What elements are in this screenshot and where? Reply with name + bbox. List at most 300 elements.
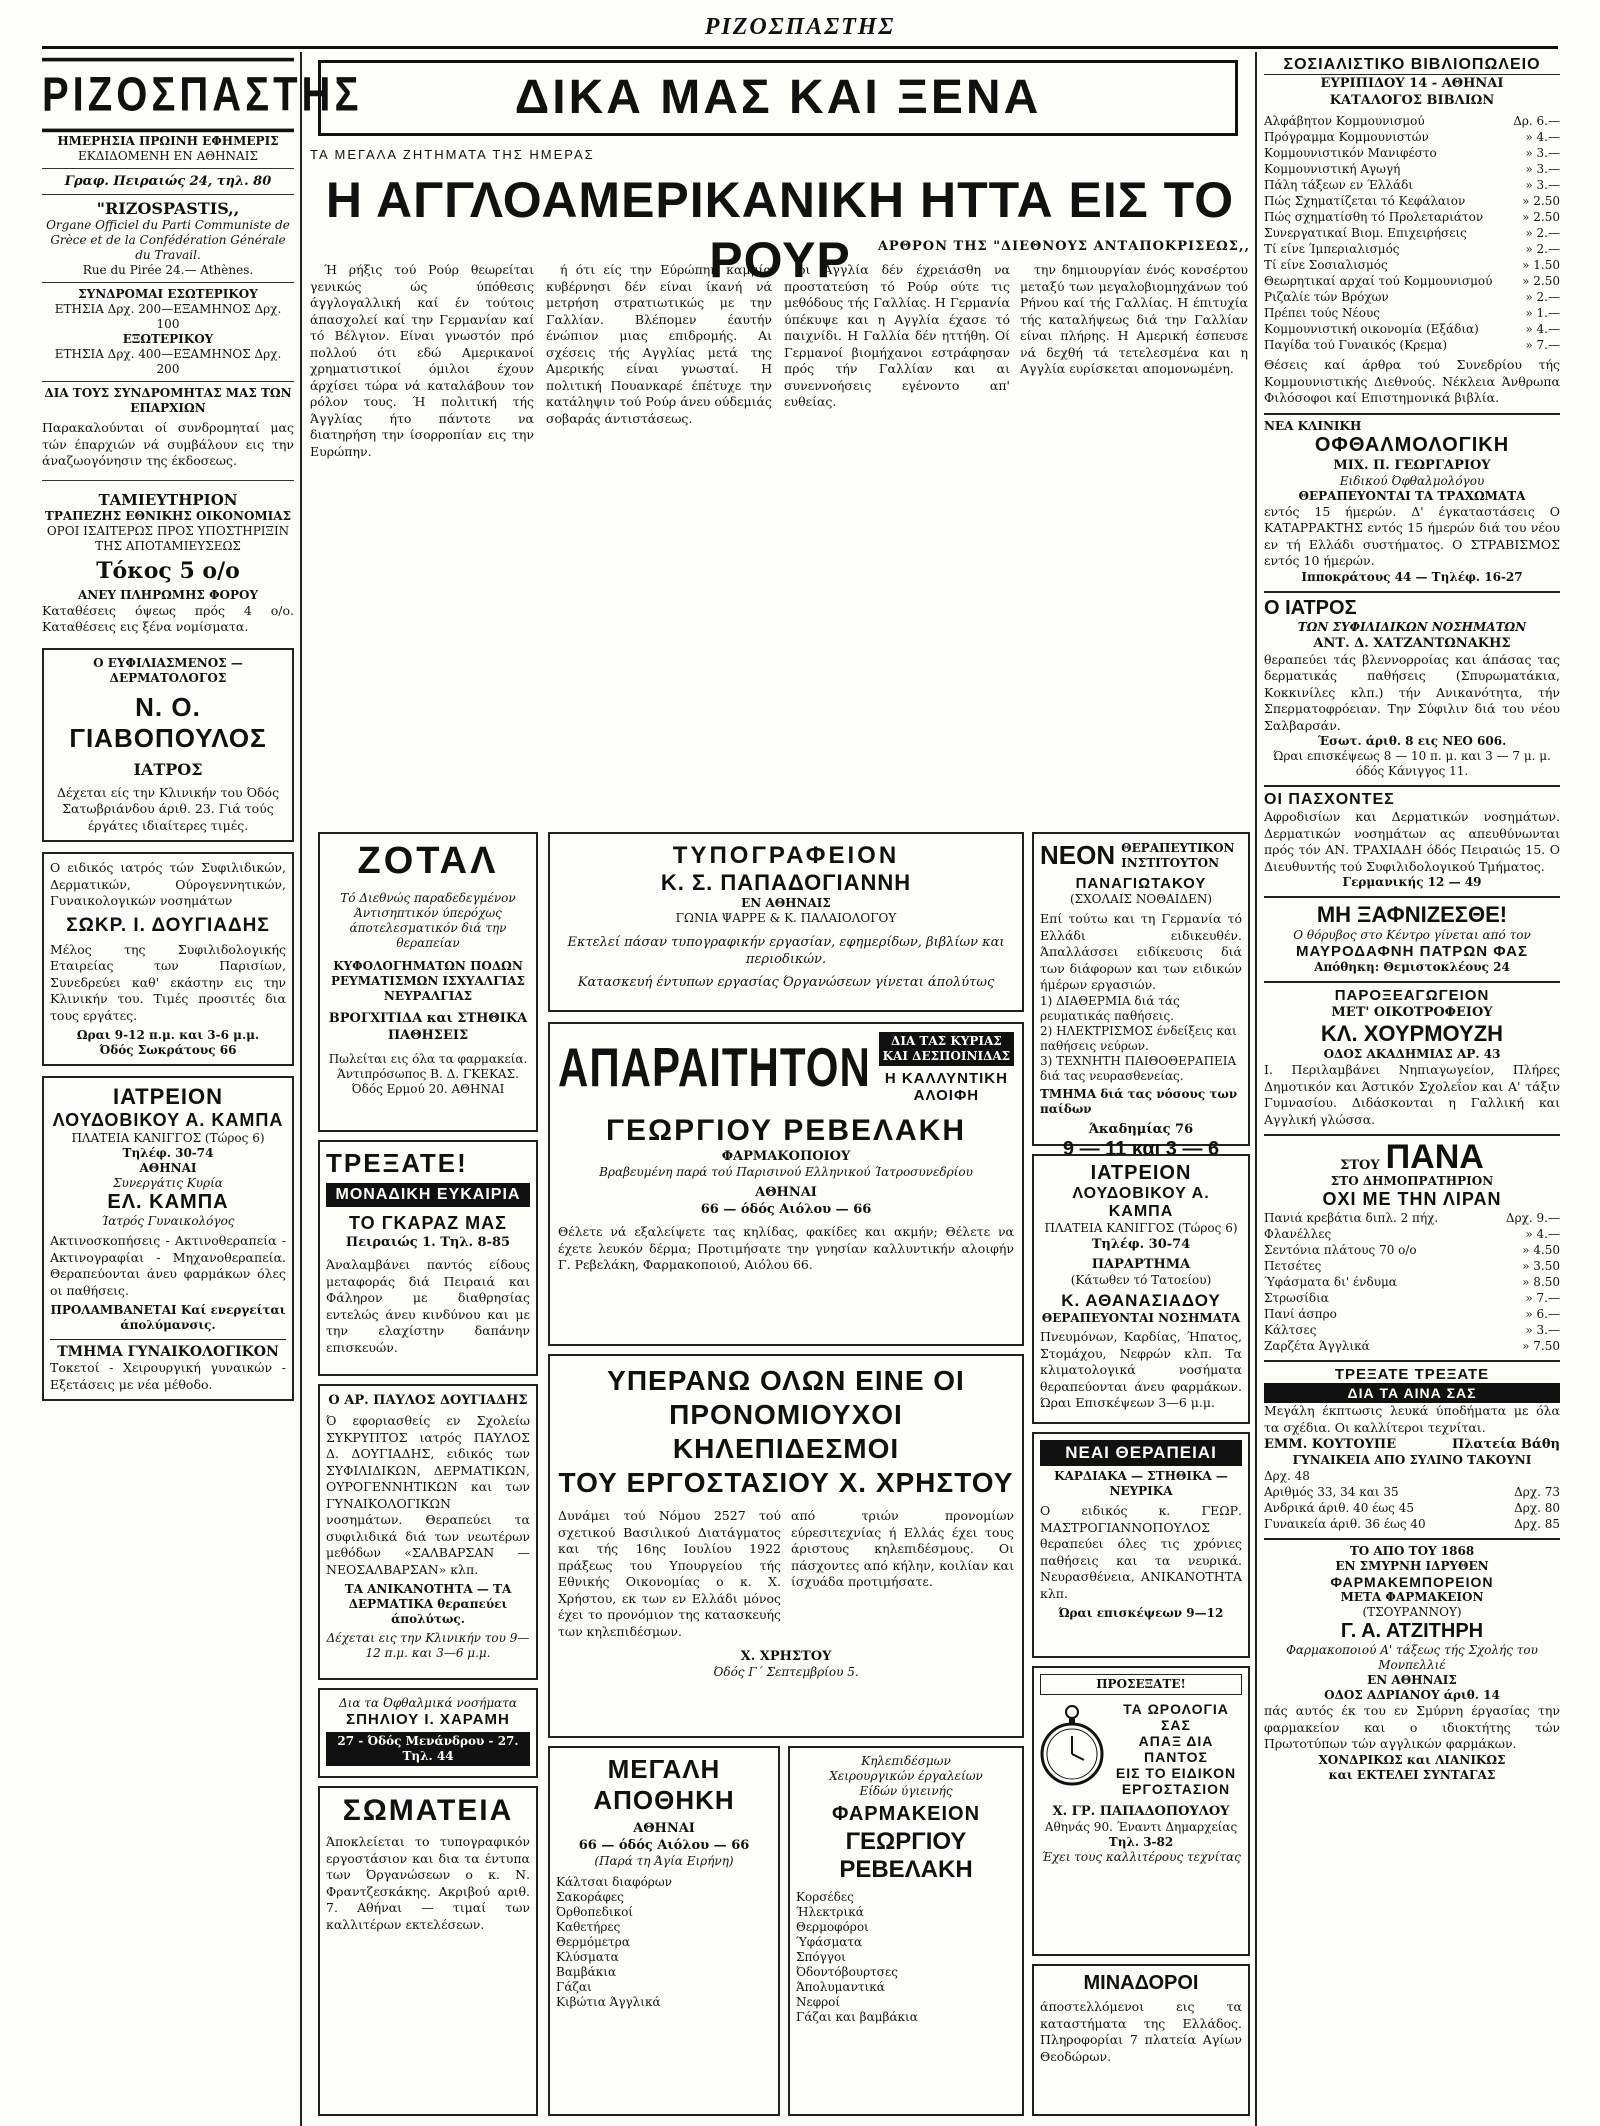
article-column-3 bbox=[784, 262, 1010, 822]
printing-ad bbox=[548, 832, 1024, 1012]
book-row-price: » 3.— bbox=[1525, 146, 1560, 160]
pana-row-label: Πανί άσπρο bbox=[1264, 1307, 1337, 1321]
ophthalmology-ad bbox=[318, 1688, 538, 1778]
christou-headline-3: ΤΟΥ ΕΡΓΟΣΤΑΣΙΟΥ Χ. ΧΡΗΣΤΟΥ bbox=[558, 1467, 1014, 1498]
watch-line: ΤΑ ΩΡΟΛΟΓΙΑ ΣΑΣ bbox=[1123, 1701, 1229, 1733]
unions-ad bbox=[318, 1786, 538, 2116]
book-row-label: Ριζαλίε τών Βρόχων bbox=[1264, 290, 1389, 304]
revelakis-ad bbox=[548, 1022, 1024, 1346]
byline: ΑΡΘΡΟΝ ΤΗΣ "ΔΙΕΘΝΟΥΣ ΑΝΤΑΠΟΚΡΙΣΕΩΣ,, bbox=[877, 239, 1250, 254]
book-row bbox=[1264, 177, 1560, 193]
institute-name: ΠΑΝΑΓΙΩΤΑΚΟΥ bbox=[1075, 875, 1207, 892]
watch-line: ΕΙΣ ΤΟ ΕΙΔΙΚΟΝ bbox=[1115, 1765, 1237, 1781]
organe-note: Organe Officiel du Parti Communiste de Grèce et de la Confédération Générale du Travail. bbox=[46, 218, 290, 262]
iatros-title: Ο ΙΑΤΡΟΣ bbox=[1264, 596, 1357, 619]
pana-row-price: Δρχ. 9.— bbox=[1505, 1211, 1560, 1225]
eye-clinic-ad bbox=[1264, 413, 1560, 585]
institute-item: 3) ΤΕΧΝΗΤΗ ΠΑΙΘΟΘΕΡΑΠΕΙΑ διά τας νευρασθενείας. bbox=[1040, 1053, 1237, 1083]
book-row-price: » 1.50 bbox=[1522, 258, 1560, 272]
pharmacy-item: Ύφάσματα bbox=[796, 1935, 863, 1949]
institute-note: (ΣΧΟΛΑΙΣ ΝΟΘΑΙΔΕΝ) bbox=[1069, 892, 1213, 906]
book-row-price: » 3.— bbox=[1525, 178, 1560, 192]
printing-tail: Κατασκευή έντυπων εργασίας Όργανώσεων γίνεται άπολύτως bbox=[577, 975, 995, 990]
pharma-tail: και ΕΚΤΕΛΕΙ ΣΥΝΤΑΓΑΣ bbox=[1328, 1767, 1496, 1782]
shoes-row-price: Δρχ. 73 bbox=[1514, 1485, 1560, 1499]
clinic-address: ΠΛΑΤΕΙΑ ΚΑΝΙΓΓΟΣ (Τώρος 6) bbox=[71, 1131, 265, 1145]
doctor-title: ΙΑΤΡΟΣ bbox=[133, 759, 203, 779]
paylos-ad bbox=[318, 1384, 538, 1680]
pana-row-label: Πανιά κρεβάτια διπλ. 2 πήχ. bbox=[1264, 1211, 1439, 1225]
pana-row bbox=[1264, 1274, 1560, 1290]
revelakis-city: ΑΘΗΝΑΙ bbox=[755, 1185, 817, 1200]
eye-clinic-address: Ιπποκράτους 44 — Τηλέφ. 16-27 bbox=[1301, 569, 1523, 584]
book-row-label: Πρέπει τούς Νέους bbox=[1264, 306, 1381, 320]
watch-line: ΑΠΑΞ ΔΙΑ ΠΑΝΤΟΣ bbox=[1138, 1733, 1214, 1765]
watch-phone: Τηλ. 3-82 bbox=[1108, 1835, 1174, 1849]
pana-row bbox=[1264, 1290, 1560, 1306]
zotal-text: Τό Διεθνώς παραδεδεγμένον Άντισηπτικόν ύπερόχως άποτελεσματικόν διά την θεραπείαν bbox=[340, 891, 516, 950]
minadoroi-ad bbox=[1032, 1964, 1250, 2116]
pharma-name: Γ. Α. ΑΤΖΙΤΗΡΗ bbox=[1340, 1620, 1484, 1642]
book-row-label: Παγίδα τού Γυναικός (Κρεμα) bbox=[1264, 338, 1448, 352]
shoes-row-price: Δρχ. 85 bbox=[1514, 1517, 1560, 1531]
iatros-hours: Ώραι επισκέψεως 8 — 10 π. μ. και 3 — 7 μ. μ. όδός Κάνιγγος 11. bbox=[1273, 749, 1551, 778]
book-row bbox=[1264, 257, 1560, 273]
book-row-price: » 2.50 bbox=[1522, 210, 1560, 224]
book-row-label: Κομμουνιστική Αγωγή bbox=[1264, 162, 1401, 176]
pharmacy-ad bbox=[788, 1746, 1024, 2116]
unions-text: Άποκλείεται το τυπογραφικόν εργοστάσιον και δια τα έντυπα των Όργανώσεων ο κ. Ν. Φραντζεσκάκης. Ακριβού αριθ. 7. Αθήναι — τιμαί των καλλιτέρων εκτελέσεων. bbox=[326, 1834, 530, 1932]
ophthalmology-address: 27 - Όδός Μενάνδρου - 27. Τηλ. 44 bbox=[326, 1732, 530, 1766]
shoes-row-price: Δρχ. 80 bbox=[1514, 1501, 1560, 1515]
book-row bbox=[1264, 273, 1560, 289]
pharmacy-item: Νεφροί bbox=[796, 1995, 841, 2009]
warehouse-item: Κλύσματα bbox=[556, 1950, 619, 1964]
column-rule bbox=[1255, 52, 1257, 2126]
school-subtitle: ΜΕΤ' ΟΙΚΟΤΡΟΦΕΙΟΥ bbox=[1331, 1005, 1493, 1020]
institute-subtitle: ΘΕΡΑΠΕΥΤΙΚΟΝ ΙΝΣΤΙΤΟΥΤΟΝ bbox=[1121, 841, 1235, 870]
shoes-price-list bbox=[1264, 1468, 1560, 1532]
bookshop-catalog-title: ΚΑΤΑΛΟΓΟΣ ΒΙΒΛΙΩΝ bbox=[1329, 93, 1495, 108]
article-paragraph: Ή ρήξις τού Ρούρ θεωρείται γενικώς ώς ύπόθεσις άγγλογαλλική καί έν τούτοις άπασχολεί καί την Γερμανίαν καί τό Βέλγιον. Είναι γνωστόν πρό πολλού ότι εδώ Αμερικανοί χρηματιστικοί όμιλοι έχουν άρχίσει τώρα νά καταλάβουν τον ρόλον τους. Ή πολιτική τής Άγγλίας ήτο πάντοτε να διατηρήση την ίσορροπίαν εις την Ευρώπην. bbox=[310, 262, 534, 459]
wine-ad-address: Απόθηκη: Θεμιστοκλέους 24 bbox=[1314, 960, 1510, 974]
book-row bbox=[1264, 193, 1560, 209]
watch-repair-ad bbox=[1032, 1666, 1250, 1956]
book-row-label: Τί είνε Σοσιαλισμός bbox=[1264, 258, 1388, 272]
ad-hours: Ωραι 9-12 π.μ. και 3-6 μ.μ. bbox=[76, 1028, 260, 1042]
subscribers-notice-text: Παρακαλούνται οί συνδρομηταί μας τών έπαρχιών νά συμβάλουν εις την άναζωογόνησιν της έκδοσεως. bbox=[42, 420, 294, 468]
pana-price-list bbox=[1264, 1210, 1560, 1354]
watch-address: Αθηνάς 90. Έναντι Δημαρχείας bbox=[1044, 1820, 1238, 1834]
minadoroi-title: ΜΙΝΑΔΟΡΟΙ bbox=[1083, 1972, 1199, 1994]
book-row bbox=[1264, 337, 1560, 353]
pharma-text: πάς αυτός έκ του εν Σμύρνη έργασίας την φαρμακείον και ο ιδιοκτήτης τών Πρωτοτύπων τών αγγλικών φαρμάκων. bbox=[1264, 1703, 1560, 1751]
pharmacy-intro: Χειρουργικών έργαλείων bbox=[829, 1769, 983, 1783]
school-title: ΠΑΡΟΞΕΑΓΩΓΕΙΟΝ bbox=[1334, 987, 1490, 1004]
clinic-phone: Τηλέφ. 30-74 bbox=[1091, 1237, 1191, 1252]
school-address: ΟΔΟΣ ΑΚΑΔΗΜΙΑΣ ΑΡ. 43 bbox=[1323, 1047, 1501, 1061]
bank-terms: ΟΡΟΙ ΙΣΑΙΤΕΡΩΣ ΠΡΟΣ ΥΠΟΣΤΗΡΙΞΙΝ ΤΗΣ ΑΠΟΤΑΜΙΕΥΣΕΩΣ bbox=[46, 523, 290, 553]
book-row bbox=[1264, 225, 1560, 241]
printing-city: ΕΝ ΑΘΗΝΑΙΣ bbox=[741, 896, 831, 910]
pana-subtitle: ΣΤΟ ΔΗΜΟΠΡΑΤΗΡΙΟΝ bbox=[1330, 1174, 1494, 1188]
masthead-address: Γραφ. Πειραιώς 24, τηλ. 80 bbox=[64, 174, 272, 189]
book-row-price: » 2.50 bbox=[1522, 274, 1560, 288]
garage-name: ΤΟ ΓΚΑΡΑΖ ΜΑΣ bbox=[349, 1213, 507, 1233]
pharma-brands: ΧΟΝΔΡΙΚΩΣ και ΛΙΑΝΙΚΩΣ bbox=[1318, 1752, 1506, 1767]
pharmacy-item: Σπόγγοι bbox=[796, 1950, 846, 1964]
iatros-text: θεραπεύει τάς βλεννορροίας και άπάσας τας δερματικάς παθήσεις (Σπυρωματάκια, Κοκκινίλες κλπ.) τήν Ανικανότητα, τήν Σπερματοφρόειαν. Την Σύφιλιν διά του νέου Σαλβαρσάν. bbox=[1264, 651, 1560, 733]
zotal-title: ΖΟΤΑΛ bbox=[357, 840, 499, 882]
warehouse-ad bbox=[548, 1746, 780, 2116]
wine-ad-text: Ο θόρυβος στο Κέντρο γίνεται από τον bbox=[1293, 928, 1531, 942]
watch-tail: Έχει τους καλλιτέρους τεχνίτας bbox=[1041, 1850, 1241, 1864]
clinic-branch-note: (Κάτωθεν τό Τατοείου) bbox=[1070, 1273, 1212, 1287]
pana-row bbox=[1264, 1226, 1560, 1242]
subscriptions-title: ΣΥΝΔΡΟΜΑΙ ΕΣΩΤΕΡΙΚΟΥ bbox=[78, 287, 258, 301]
book-row-label: Τί είνε Ίμπεριαλισμός bbox=[1264, 242, 1400, 256]
pana-row bbox=[1264, 1242, 1560, 1258]
book-row-price: » 7.— bbox=[1525, 338, 1560, 352]
shoes-shop-location: Πλατεία Βάθη bbox=[1452, 1437, 1560, 1452]
warehouse-note: (Παρά τη Άγία Ειρήνη) bbox=[594, 1854, 734, 1868]
section-banner-title: ΔΙΚΑ ΜΑΣ ΚΑΙ ΞΕΝΑ bbox=[514, 71, 1042, 124]
bank-rate: Τόκος 5 ο/ο bbox=[96, 557, 240, 584]
article-column-4 bbox=[1020, 262, 1248, 822]
pana-row-price: » 7.50 bbox=[1522, 1339, 1560, 1353]
new-treatments-title: ΝΕΑΙ ΘΕΡΑΠΕΙΑΙ bbox=[1040, 1440, 1242, 1466]
clinic-text: Πνευμόνων, Καρδίας, Ήπατος, Στομάχου, Νεφρών κλπ. Τα κλιματολογικά νοσήματα θεραπεύονται άνευ φαρμάκων. Ώραι Επισκέψεων 3—6 μ.μ. bbox=[1040, 1329, 1242, 1410]
book-row-label: Πώς σχηματίσθη τό Προλεταριάτον bbox=[1264, 210, 1484, 224]
book-row-price: Δρ. 6.— bbox=[1513, 114, 1560, 128]
pana-row-price: » 4.50 bbox=[1522, 1243, 1560, 1257]
shoes-shop: ΕΜΜ. ΚΟΥΤΟΥΠΕ bbox=[1264, 1437, 1397, 1452]
pana-row-label: Ύφάσματα δι' ένδυμα bbox=[1264, 1275, 1397, 1289]
shoes-note: ΓΥΝΑΙΚΕΙΑ ΑΠΟ ΣΥΛΙΝΟ ΤΑΚΟΥΝΙ bbox=[1292, 1453, 1532, 1467]
shoes-ad bbox=[1264, 1360, 1560, 1532]
watch-kicker: ΠΡΟΣΕΞΑΤΕ! bbox=[1040, 1674, 1242, 1695]
bank-note: ΑΝΕΥ ΠΛΗΡΩΜΗΣ ΦΟΡΟΥ bbox=[77, 587, 259, 602]
clinic-partner-role: Ίατρός Γυναικολόγος bbox=[101, 1214, 235, 1228]
revelakis-side-1: ΔΙΑ ΤΑΣ ΚΥΡΙΑΣ ΚΑΙ ΔΕΣΠΟΙΝΙΔΑΣ bbox=[879, 1032, 1014, 1066]
pharma-since: ΤΟ ΑΠΟ ΤΟΥ 1868 bbox=[1349, 1544, 1475, 1558]
eye-clinic-text: εντός 15 ήμερών. Δ' έγκαταστάσεις Ο ΚΑΤΑΡΡΑΚΤΗΣ εντός 15 ήμερών διά του νέου εν τή Ελλάδι συστήματος. Ο ΣΤΡΑΒΙΣΜΟΣ εντός 10 ήμερών. bbox=[1264, 503, 1560, 568]
revelakis-name: ΓΕΩΡΓΙΟΥ ΡΕΒΕΛΑΚΗ bbox=[605, 1114, 966, 1147]
bookshop-title: ΣΟΣΙΑΛΙΣΤΙΚΟ ΒΙΒΛΙΟΠΩΛΕΙΟ bbox=[1264, 56, 1560, 75]
clinic-section: ΤΜΗΜΑ ΓΥΝΑΙΚΟΛΟΓΙΚΟΝ bbox=[50, 1339, 286, 1360]
article-column-2 bbox=[546, 262, 772, 822]
warehouse-item: Θερμόμετρα bbox=[556, 1935, 630, 1949]
school-name: ΚΛ. ΧΟΥΡΜΟΥΖΗ bbox=[1320, 1021, 1504, 1046]
shoes-row-label: Αριθμός 33, 34 και 35 bbox=[1264, 1485, 1399, 1499]
new-treatments-subtitle: ΚΑΡΔΙΑΚΑ — ΣΤΗΘΙΚΑ — ΝΕΥΡΙΚΑ bbox=[1054, 1469, 1228, 1498]
patients-title: ΟΙ ΠΑΣΧΟΝΤΕΣ bbox=[1264, 791, 1395, 808]
paylos-title: Ο ΑΡ. ΠΑΥΛΟΣ ΔΟΥΓΙΑΔΗΣ bbox=[328, 1393, 528, 1408]
pana-row-price: » 3.50 bbox=[1522, 1259, 1560, 1273]
eye-clinic-role: Ειδικού Όφθαλμολόγου bbox=[1339, 473, 1485, 488]
book-row-price: » 2.— bbox=[1525, 290, 1560, 304]
clinic-branch: ΠΑΡΑΡΤΗΜΑ bbox=[1091, 1257, 1191, 1272]
paylos-text: Ό εφοριασθείς εν Σχολείω ΣΥΚΡΥΠΤΟΣ ιατρός ΠΑΥΛΟΣ Δ. ΔΟΥΓΙΑΔΗΣ, ειδικός των ΣΥΦΙΛΙΔΙΚΩΝ, ΔΕΡΜΑΤΙΚΩΝ, ΟΥΡΟΓΕΝΝΗΤΙΚΩΝ και των ΓΥΝΑΙΚΟΛΟΓΙΚΩΝ νοσημάτων. Θεραπεύει τα συφιλιδικά διά των νεωτέρων μεθόδων «ΣΑΛΒΑΡΣΑΝ — ΝΕΟΣΑΛΒΑΡΣΑΝ» κλπ. bbox=[326, 1413, 530, 1577]
warehouse-city: ΑΘΗΝΑΙ bbox=[633, 1821, 695, 1836]
ophthalmology-doctor: ΣΠΗΛΙΟΥ Ι. ΧΑΡΑΜΗ bbox=[346, 1711, 510, 1728]
zotal-footer: Πωλείται εις όλα τα φαρμακεία. Άντιπρόσωπος Β. Δ. ΓΚΕΚΑΣ. Όδός Ερμού 20. ΑΘΗΝΑΙ bbox=[328, 1052, 528, 1096]
book-row bbox=[1264, 289, 1560, 305]
institute-text: Επί τούτω και τη Γερμανία τό Ελλάδι ειδικευθέν. Άπαλλάσσει ειδίκευσις διά των διάφορων και των ειδικών ήμέρων εργασιών. bbox=[1040, 911, 1242, 992]
pana-row bbox=[1264, 1306, 1560, 1322]
minadoroi-text: άποστελλόμενοι εις τα καταστήματα της Ελλάδος. Πληροφορίαι 7 πλατεία Αγίων Θεοδώρων. bbox=[1040, 1999, 1242, 2064]
book-row bbox=[1264, 145, 1560, 161]
doctor-name: Ν. Ο. ΓΙΑΒΟΠΟΥΛΟΣ bbox=[69, 691, 267, 753]
pharma-city: ΕΝ ΑΘΗΝΑΙΣ bbox=[1367, 1673, 1457, 1687]
institute-section: ΤΜΗΜΑ διά τας νόσους των παίδων bbox=[1040, 1086, 1238, 1116]
shoes-text: Μεγάλη έκπτωσις λευκά ύποδήματα με όλα τα σχέδια. Οι καλλίτεροι τεχνίται. bbox=[1264, 1403, 1560, 1435]
pharmacy-item: Όδοντόβουρτσες bbox=[796, 1965, 898, 1979]
unions-title: ΣΩΜΑΤΕΙΑ bbox=[342, 1794, 514, 1827]
book-list-note: Θέσεις καί άρθρα τού Συνεδρίου τής Κομμουνιστικής Διεθνούς. Νέκλεια Άνθρωπα Φιλόσοφοι καί Επιστημονικά βιβλία. bbox=[1264, 357, 1560, 405]
clinic-doctor: ΛΟΥΔΟΒΙΚΟΥ Α. ΚΑΜΠΑ bbox=[52, 1110, 284, 1130]
latin-address: Rue du Pirée 24.— Athènes. bbox=[82, 263, 254, 277]
article-paragraph: ή ότι είς την Εύρώπην καμμία κυβέρνησι δέν είναι ίκανή νά μετρήση στρατιωτικώς με την Γαλλίαν. Βλέπομεν έαυτήν ένώπιον μιας επιδρομής. Αι σχέσεις τής Αγγλίας μετά της Αμερικής είναι γνωσταί. Η πολιτική Πουανκαρέ έπέτυχε την κατάληψιν τού Ρούρ άνευ ούδεμιάς σοβαράς άντιστάσεως. bbox=[546, 262, 772, 426]
new-treatments-text: Ο ειδικός κ. ΓΕΩΡ. ΜΑΣΤΡΟΓΙΑΝΝΟΠΟΥΛΟΣ θεραπεύει όλες τις χρόνιες παθήσεις και τα νευρικά. Νευρασθένεια, ΑΝΙΚΑΝΟΤΗΤΑ κλπ. bbox=[1040, 1503, 1242, 1601]
pharma-with: ΜΕΤΑ ΦΑΡΜΑΚΕΙΟΝ bbox=[1340, 1590, 1484, 1604]
garage-text: Άναλαμβάνει παντός είδους μεταφοράς διά Πειραιά και Φάληρον με διαθρησίας εντελώς άνευ κινδύνου και με την ελαχίστην δαπάνην επισκευών. bbox=[326, 1257, 530, 1355]
masthead-subtitle-2: ΕΚΔΙΔΟΜΕΝΗ ΕΝ ΑΘΗΝΑΙΣ bbox=[78, 149, 258, 163]
clinic-address: ΠΛΑΤΕΙΑ ΚΑΝΙΓΓΟΣ (Τώρος 6) bbox=[1044, 1221, 1238, 1235]
right-column bbox=[1264, 56, 1560, 2116]
subscription-line: ΕΞΩΤΕΡΙΚΟΥ bbox=[122, 332, 214, 346]
warehouse-address: 66 — όδός Αιόλου — 66 bbox=[578, 1838, 750, 1853]
subscription-line: ΕΤΗΣΙΑ Δρχ. 400—ΕΞΑΜΗΝΟΣ Δρχ. 200 bbox=[54, 347, 282, 376]
institute-item: 1) ΔΙΑΘΕΡΜΙΑ διά τάς ρευματικάς παθήσεις. bbox=[1040, 993, 1180, 1023]
clinic-partner-label: Συνεργάτις Κυρία bbox=[113, 1176, 223, 1190]
warehouse-title: ΜΕΓΑΛΗ ΑΠΟΘΗΚΗ bbox=[593, 1754, 735, 1815]
pharma-role: Φαρμακοποιού Α' τάξεως τής Σχολής του Μονπελλιέ bbox=[1286, 1643, 1538, 1672]
pharma-title: ΦΑΡΜΑΚΕΜΠΟΡΕΙΟΝ bbox=[1330, 1574, 1494, 1590]
eye-clinic-title: ΟΦΘΑΛΜΟΛΟΓΙΚΗ bbox=[1314, 433, 1510, 456]
watch-owner: Χ. ΓΡ. ΠΑΠΑΔΟΠΟΥΛΟΥ bbox=[1052, 1804, 1230, 1819]
book-row-label: Πάλη τάξεων εν Έλλάδι bbox=[1264, 178, 1414, 192]
clinic-director: Κ. ΑΘΑΝΑΣΙΑΔΟΥ bbox=[1061, 1291, 1221, 1310]
iatros-ad bbox=[1264, 591, 1560, 780]
clinic-partner-name: ΕΛ. ΚΑΜΠΑ bbox=[107, 1191, 229, 1213]
doctor-name: ΣΩΚΡ. Ι. ΔΟΥΓΙΑΔΗΣ bbox=[66, 914, 270, 936]
garage-ad-subtitle: ΜΟΝΑΔΙΚΗ ΕΥΚΑΙΡΙΑ bbox=[326, 1183, 530, 1207]
christou-signature: Χ. ΧΡΗΣΤΟΥ bbox=[740, 1649, 832, 1664]
clinic-text: Ακτινοσκοπήσεις - Ακτινοθεραπεία - Ακτινογραφίαι - Μηχανοθεραπεία. Θεραπεύονται άνευ φαρμάκων όλες οι παθήσεις. bbox=[50, 1233, 286, 1298]
book-row bbox=[1264, 305, 1560, 321]
ad-text: Μέλος της Συφιλιδολογικής Εταιρείας των Παρισίων, Συνεδρεύει καθ' εκάστην εις την Κλινικήν του. Τιμές προσιτές δια τους εργάτες. bbox=[50, 941, 286, 1023]
doctor-ad-giavopoulos bbox=[42, 648, 294, 843]
clinic-phone: Τηλέφ. 30-74 bbox=[122, 1146, 214, 1160]
revelakis-address: 66 — όδός Αιόλου — 66 bbox=[700, 1202, 872, 1217]
iatros-address: Έσωτ. άριθ. 8 εις ΝΕΟ 606. bbox=[1317, 734, 1507, 748]
new-treatments-hours: Ώραι επισκέψεων 9—12 bbox=[1058, 1606, 1224, 1620]
top-rule bbox=[42, 46, 1558, 49]
christou-headline-1: ΥΠΕΡΑΝΩ ΟΛΩΝ ΕΙΝΕ ΟΙ bbox=[607, 1365, 965, 1396]
revelakis-text: Θέλετε νά εξαλείψετε τας κηλίδας, φακίδες και ακμήν; Θέλετε να έχετε λευκόν δέρμα; Προτιμήσατε την γνησίαν καλλυντικήν αλοιφήν Γ. Ρεβελάκη, Φαρμακοποιού, Αιόλου 66. bbox=[558, 1224, 1014, 1272]
subscribers-notice-title: ΔΙΑ ΤΟΥΣ ΣΥΝΔΡΟΜΗΤΑΣ ΜΑΣ ΤΩΝ ΕΠΑΡΧΙΩΝ bbox=[44, 386, 292, 415]
article-column-1 bbox=[310, 262, 534, 822]
shoes-row bbox=[1264, 1500, 1560, 1516]
bank-text: Καταθέσεις όψεως πρός 4 ο/ο. Καταθέσεις εις ξένα νομίσματα. bbox=[42, 602, 294, 634]
shoes-row bbox=[1264, 1484, 1560, 1500]
pana-row-price: » 6.— bbox=[1525, 1307, 1560, 1321]
ad-header: Ο ΕΥΦΙΛΙΑΣΜΕΝΟΣ — ΔΕΡΜΑΤΟΛΟΓΟΣ bbox=[93, 655, 243, 685]
book-row bbox=[1264, 113, 1560, 129]
watch-line: ΕΡΓΟΣΤΑΣΙΟΝ bbox=[1121, 1781, 1231, 1797]
christou-address: Όδός Γ΄ Σεπτεμβρίου 5. bbox=[713, 1665, 859, 1679]
pharmacy-item: Γάζαι και βαμβάκια bbox=[796, 2010, 918, 2024]
institute-address: Άκαδημίας 76 bbox=[1088, 1121, 1194, 1137]
pharmacy-item: Θερμοφόροι bbox=[796, 1920, 869, 1934]
book-row-price: » 4.— bbox=[1525, 130, 1560, 144]
book-row bbox=[1264, 161, 1560, 177]
book-row bbox=[1264, 321, 1560, 337]
book-list bbox=[1264, 113, 1560, 353]
ad-address: Όδός Σωκράτους 66 bbox=[99, 1043, 237, 1057]
clinic-ad-kampa bbox=[42, 1076, 294, 1401]
eye-clinic-cures: ΘΕΡΑΠΕΥΟΝΤΑΙ ΤΑ ΤΡΑΧΩΜΑΤΑ bbox=[1298, 488, 1526, 503]
book-row-label: Αλφάβητον Κομμουνισμού bbox=[1264, 114, 1425, 128]
book-row-label: Κομμουνιστικόν Μανιφέστο bbox=[1264, 146, 1437, 160]
iatros-name: ΑΝΤ. Δ. ΧΑΤΖΑΝΤΩΝΑΚΗΣ bbox=[1313, 635, 1511, 651]
zotal-conditions-2: ΒΡΟΓΧΙΤΙΔΑ και ΣΤΗΘΙΚΑ ΠΑΘΗΣΕΙΣ bbox=[328, 1011, 528, 1043]
pharmacy-item: Ήλεκτρικά bbox=[796, 1905, 864, 1919]
clinic-tail: ΠΡΟΛΑΜΒΑΝΕΤΑΙ Καί ενεργείται άπολύμανσις. bbox=[50, 1303, 286, 1332]
clinic-title: ΙΑΤΡΕΙΟΝ bbox=[1090, 1162, 1192, 1184]
warehouse-item: Κιβώτια Άγγλικά bbox=[556, 1995, 661, 2009]
warehouse-item: Σακοράφες bbox=[556, 1890, 624, 1904]
doctor-ad-dougiadis bbox=[42, 852, 294, 1066]
article-paragraph: οι Άγγλία δέν έχρειάσθη να προστατεύση τό Ρούρ ούτε τις μεθόδους τής Γαλλίας. Η Γερμανία ύπέκυψε και η Αγγλία έχασε τό παιχνίδι. Η Γαλλία δέν ηττήθη. Οί Γερμανοί βιομήχανοι εστράφησαν πρός τήν Γαλλίαν και αι συνεννοήσεις εγένοντο απ' ευθείας. bbox=[784, 262, 1010, 409]
clinic-section-text: Τοκετοί - Χειρουργική γυναικών - Εξετάσεις με νέα μέθοδο. bbox=[50, 1360, 286, 1392]
kicker: ΤΑ ΜΕΓΑΛΑ ΖΗΤΗΜΑΤΑ ΤΗΣ ΗΜΕΡΑΣ bbox=[310, 147, 595, 162]
garage-ad bbox=[318, 1140, 538, 1376]
pocket-watch-icon bbox=[1040, 1704, 1104, 1794]
shoes-banner: ΤΡΕΞΑΤΕ ΤΡΕΞΑΤΕ bbox=[1334, 1366, 1490, 1383]
shoes-row bbox=[1264, 1468, 1560, 1484]
pharmacy-title: ΦΑΡΜΑΚΕΙΟΝ bbox=[831, 1803, 981, 1825]
zotal-conditions: ΚΥΦΟΛΟΓΗΜΑΤΩΝ ΠΟΔΩΝ ΡΕΥΜΑΤΙΣΜΩΝ ΙΣΧΥΑΛΓΙΑΣ ΝΕΥΡΑΛΓΙΑΣ bbox=[331, 959, 525, 1003]
pana-ad bbox=[1264, 1134, 1560, 1354]
masthead-subtitle: ΗΜΕΡΗΣΙΑ ΠΡΩΙΝΗ ΕΦΗΜΕΡΙΣ bbox=[57, 134, 279, 148]
printing-text: Εκτελεί πάσαν τυπογραφικήν εργασίαν, εφημερίδων, βιβλίων και περιοδικών. bbox=[567, 935, 1005, 967]
pana-row-price: » 3.— bbox=[1525, 1323, 1560, 1337]
printing-owner: Κ. Σ. ΠΑΠΑΔΟΓΙΑΝΝΗ bbox=[660, 870, 912, 895]
pharma-trade-ad bbox=[1264, 1538, 1560, 1783]
pharmacy-intro: Κηλεπιδέσμων bbox=[861, 1754, 951, 1768]
book-row-label: Πρόγραμμα Κομμουνιστών bbox=[1264, 130, 1429, 144]
shoes-row bbox=[1264, 1516, 1560, 1532]
christou-text-1: Δυνάμει τού Νόμου 2527 τού σχετικού Βασιλικού Διατάγματος και τής 16ης Ιουλίου 1922 πράξεως του Υπουργείου τής Εθνικής Οικονομίας ο κ. Χ. Χρήστου, εκ των εν Ελλάδι μόνος έχει το προνόμιον της κατασκευής των κηλεπιδέσμων. bbox=[558, 1508, 781, 1639]
printing-corner: ΓΩΝΙΑ ΨΑΡΡΕ & Κ. ΠΑΛΑΙΟΛΟΓΟΥ bbox=[675, 911, 897, 925]
pana-row-label: Πετσέτες bbox=[1264, 1259, 1322, 1273]
pana-row bbox=[1264, 1322, 1560, 1338]
pana-row-label: Φλανέλλες bbox=[1264, 1227, 1332, 1241]
latin-title: "RIZOSPASTIS,, bbox=[96, 199, 240, 218]
eye-clinic-kicker: ΝΕΑ ΚΛΙΝΙΚΗ bbox=[1264, 418, 1362, 433]
ad-intro: Ο ειδικός ιατρός τών Συφιλιδικών, Δερματικών, Ούρογεννητικών, Γυναικολογικών νοσημάτων bbox=[50, 860, 286, 908]
christou-headline-2: ΠΡΟΝΟΜΙΟΥΧΟΙ ΚΗΛΕΠΙΔΕΣΜΟΙ bbox=[669, 1399, 903, 1464]
left-column bbox=[42, 56, 363, 2116]
revelakis-title: ΑΠΑΡΑΙΤΗΤΟΝ bbox=[558, 1036, 871, 1098]
wine-ad bbox=[1264, 896, 1560, 975]
shoes-row-label: Δρχ. 48 bbox=[1264, 1469, 1310, 1483]
book-row-price: » 3.— bbox=[1525, 162, 1560, 176]
new-treatments-ad bbox=[1032, 1432, 1250, 1658]
pana-slogan: ΟΧΙ ΜΕ ΤΗΝ ΛΙΡΑΝ bbox=[1322, 1189, 1502, 1209]
clinic-city: ΑΘΗΝΑΙ bbox=[139, 1161, 197, 1175]
paylos-sub: ΤΑ ΑΝΙΚΑΝΟΤΗΤΑ — ΤΑ ΔΕΡΜΑΤΙΚΑ θεραπεύει άπολύτως. bbox=[344, 1582, 512, 1626]
zotal-ad bbox=[318, 832, 538, 1132]
christou-text-2: από τριών προνομίων εύρεσιτεχνίας ή Ελλάς έχει τους άριστους κηλεπιδέσμους. Οι πάσχοντες από κήλην, κοιλίαν και ίσχυάδα προτιμήσατε. bbox=[791, 1508, 1014, 1589]
article-paragraph: την δημιουργίαν ένός κονσέρτου μεταξύ των μεγαλοβιομηχάνων τού Ρήνου καί τής Γαλλίας. Η έπιτυχία τής καταλήψεως διά την Γαλλίαν είναι πλήρης. Η Αμερική έσπευσε νά δεχθή τά τετελεσμένα και η Αγγλία ευρίσκεται απομονωμένη. bbox=[1020, 262, 1248, 376]
pharmacy-intro: Είδών ύγιεινής bbox=[859, 1784, 953, 1798]
pana-row-price: » 4.— bbox=[1525, 1227, 1560, 1241]
clinic-title: ΙΑΤΡΕΙΟΝ bbox=[112, 1084, 224, 1109]
running-head: ΡΙΖΟΣΠΑΣΤΗΣ bbox=[704, 14, 896, 40]
pharmacy-name: ΓΕΩΡΓΙΟΥ ΡΕΒΕΛΑΚΗ bbox=[839, 1828, 973, 1883]
pana-row-label: Σεντόνια πλάτους 70 ο/ο bbox=[1264, 1243, 1417, 1257]
pana-row-price: » 8.50 bbox=[1522, 1275, 1560, 1289]
patients-text: Αφροδισίων και Δερματικών νοσημάτων. Δερματικών νοσημάτων ας απευθύνωνται πρός τόν ΑΝ. ΤΡΑΧΙΑΔΗ όδός Πειραιώς 15. Ο Διευθυντής τού Συφιλιδολογικού Τμήματος. bbox=[1264, 809, 1560, 874]
patients-ad bbox=[1264, 785, 1560, 890]
shoes-row-label: Ανδρικά άριθ. 40 έως 45 bbox=[1264, 1501, 1414, 1515]
section-banner bbox=[318, 60, 1238, 136]
pana-row-price: » 7.— bbox=[1525, 1291, 1560, 1305]
pana-row bbox=[1264, 1338, 1560, 1354]
pana-row bbox=[1264, 1210, 1560, 1226]
pharmacy-items bbox=[796, 1890, 1016, 2025]
shoes-subtitle: ΔΙΑ ΤΑ ΑΙΝΑ ΣΑΣ bbox=[1264, 1383, 1560, 1403]
subscription-line: ΕΤΗΣΙΑ Δρχ. 200—ΕΞΑΜΗΝΟΣ Δρχ. 100 bbox=[54, 302, 282, 331]
pana-name: ΠΑΝΑ bbox=[1385, 1138, 1484, 1176]
book-row-label: Κομμουνιστική οικονομία (Εξάδια) bbox=[1264, 322, 1479, 336]
book-row-label: Πώς Σχηματίζεται τό Κεφάλαιον bbox=[1264, 194, 1466, 208]
pharma-paren: (ΤΣΟΥΡΑΝΝΟΥ) bbox=[1362, 1605, 1462, 1619]
institute-hours: 9 — 11 και 3 — 6 bbox=[1062, 1137, 1220, 1160]
pharmacy-item: Άπολυμαντικά bbox=[796, 1980, 885, 1994]
clinic-ad-kampa-2 bbox=[1032, 1154, 1250, 1424]
book-row bbox=[1264, 129, 1560, 145]
book-row-price: » 2.— bbox=[1525, 242, 1560, 256]
institute-title: ΝΕΟΝ bbox=[1040, 840, 1116, 870]
column-rule bbox=[300, 52, 302, 2126]
revelakis-side-2: Η ΚΑΛΛΥΝΤΙΚΗ ΑΛΟΙΦΗ bbox=[884, 1070, 1008, 1104]
clinic-doctor: ΛΟΥΔΟΒΙΚΟΥ Α. ΚΑΜΠΑ bbox=[1072, 1185, 1210, 1220]
iatros-subtitle: ΤΩΝ ΣΥΦΙΛΙΔΙΚΩΝ ΝΟΣΗΜΑΤΩΝ bbox=[1297, 619, 1527, 634]
book-row-price: » 2.— bbox=[1525, 226, 1560, 240]
ad-text: Δέχεται είς την Κλινικήν του Όδός Σατωβριάνδου άριθ. 23. Γιά τούς έργάτες ιδιαίτερες τιμές. bbox=[56, 784, 280, 833]
institute-item: 2) ΗΛΕΚΤΡΙΣΜΟΣ ένδείξεις και παθήσεις νεύρων. bbox=[1040, 1023, 1237, 1053]
school-text: Ι. Περιλαμβάνει Νηπιαγωγείον, Πλήρες Δημοτικόν και Άστικόν Σχολεΐον και Α' τάξιν Γυμνασίου. Διδάσκονται η Γαλλική και Αγγλική γλώσσα. bbox=[1264, 1062, 1560, 1127]
christou-ad bbox=[548, 1354, 1024, 1738]
wine-ad-name: ΜΑΥΡΟΔΑΦΝΗ ΠΑΤΡΩΝ ΦΑΣ bbox=[1296, 943, 1528, 960]
school-ad bbox=[1264, 981, 1560, 1128]
bank-name: ΤΡΑΠΕΖΗΣ ΕΘΝΙΚΗΣ ΟΙΚΟΝΟΜΙΑΣ bbox=[44, 508, 292, 523]
pana-row-label: Κάλτσες bbox=[1264, 1323, 1317, 1337]
warehouse-item: Κάλτσαι διαφόρων bbox=[556, 1875, 672, 1889]
pana-prefix: ΣΤΟΥ bbox=[1340, 1158, 1380, 1173]
therapy-institute-ad bbox=[1032, 832, 1250, 1160]
wine-ad-title: ΜΗ ΞΑΦΝΙΖΕΣΘΕ! bbox=[1316, 902, 1508, 927]
book-row-price: » 2.50 bbox=[1522, 194, 1560, 208]
book-row bbox=[1264, 209, 1560, 225]
headline: Η ΑΓΓΛΟΑΜΕΡΙΚΑΝΙΚΗ ΗΤΤΑ ΕΙΣ ΤΟ ΡΟΥΡ bbox=[325, 172, 1235, 288]
pana-row-label: Στρωσίδια bbox=[1264, 1291, 1329, 1305]
garage-ad-title: ΤΡΕΞΑΤΕ! bbox=[326, 1148, 468, 1178]
